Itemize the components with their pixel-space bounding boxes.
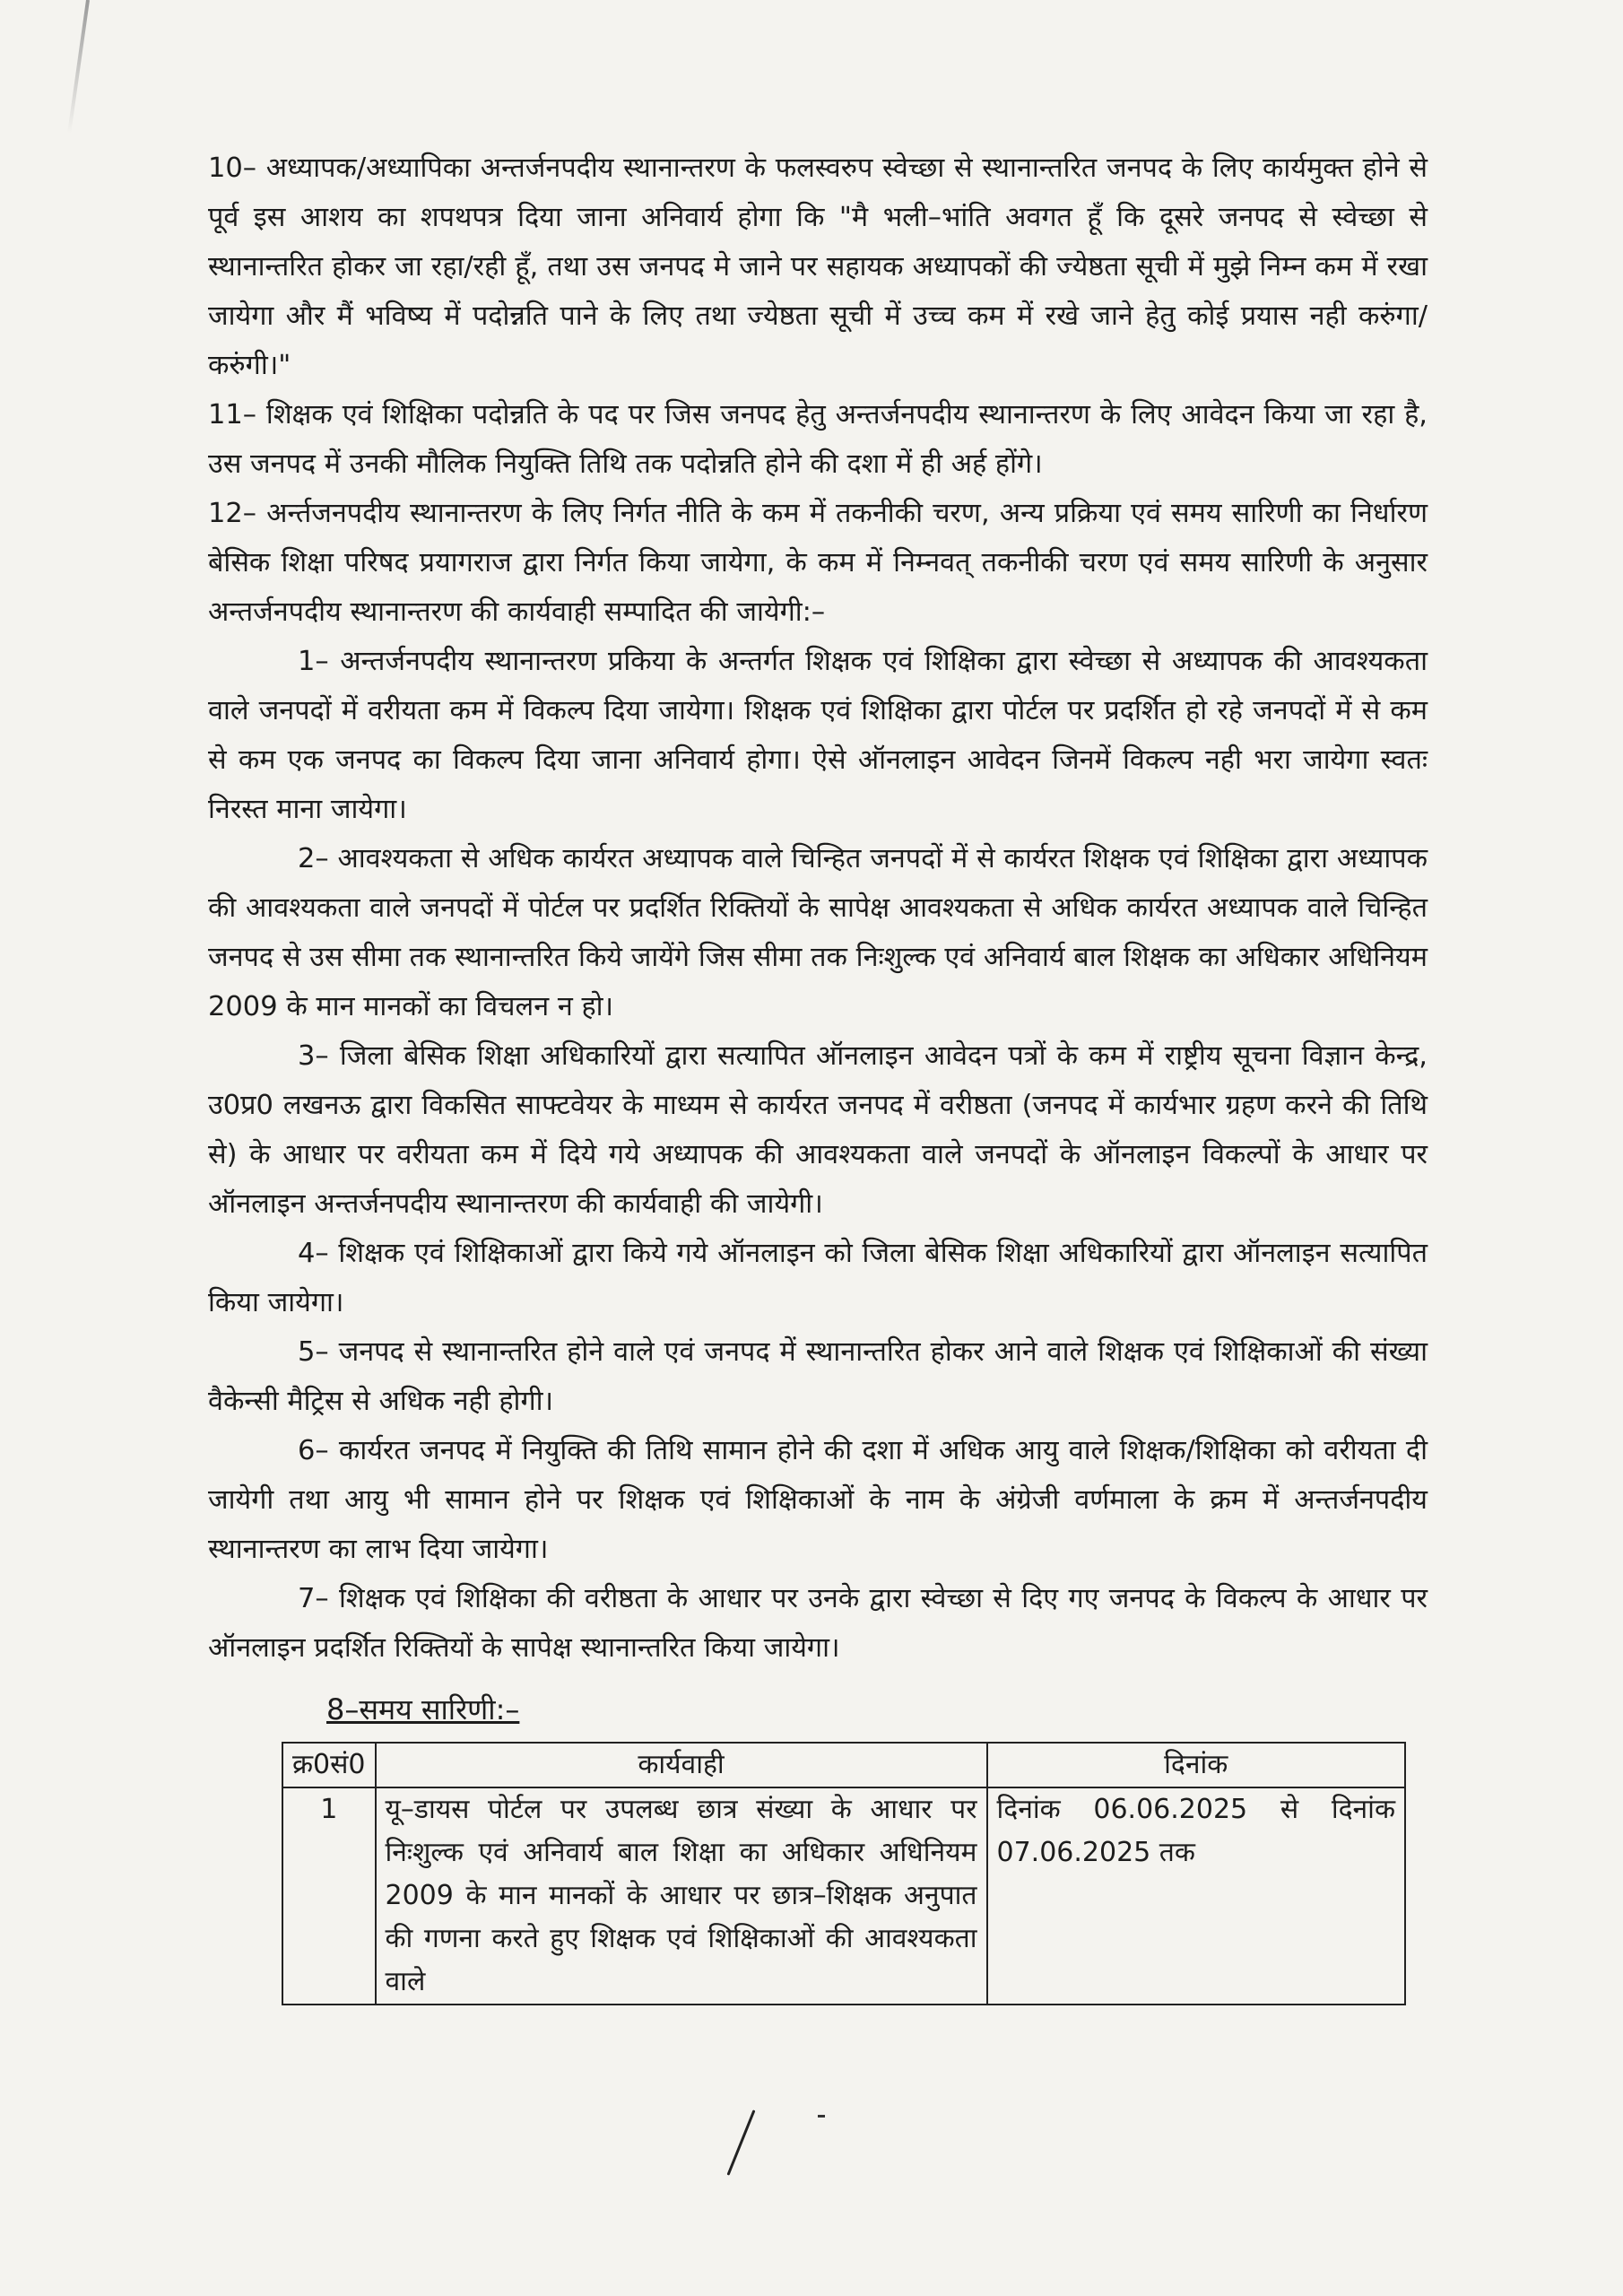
paragraph-10: 10– अध्यापक/अध्यापिका अन्तर्जनपदीय स्थानान्तरण के फलस्वरुप स्वेच्छा से स्थानान्तरित जनपद के लिए कार्यमुक्त होने से पूर्व इस आशय का शपथपत्र दिया जाना अनिवार्य होगा कि "मै भली–भांति अवगत हूँ कि दूसरे जनपद से स्वेच्छा से स्थानान्तरित होकर जा रहा/रही हूँ, तथा उस जनपद मे जाने पर सहायक अध्यापकों की ज्येष्ठता सूची में मुझे निम्न कम में रखा जायेगा और मैं भविष्य में पदोन्नति पाने के लिए तथा ज्येष्ठता सूची में उच्च कम में रखे जाने हेतु कोई प्रयास नही करुंगा/करुंगी।" — [208, 152, 1428, 381]
schedule-table — [282, 1742, 1406, 2005]
col-header-sno: क्र0सं0 — [282, 1743, 376, 1787]
col-header-action: कार्यवाही — [376, 1743, 987, 1787]
col-header-date: दिनांक — [987, 1743, 1406, 1787]
cell-date: दिनांक 06.06.2025 से दिनांक 07.06.2025 तक — [987, 1787, 1406, 2005]
subpoint-2: 2– आवश्यकता से अधिक कार्यरत अध्यापक वाले चिन्हित जनपदों में से कार्यरत शिक्षक एवं शिक्षिका द्वारा अध्यापक की आवश्यकता वाले जनपदों में पोर्टल पर प्रदर्शित रिक्तियों के सापेक्ष आवश्यकता से अधिक कार्यरत अध्यापक वाले चिन्हित जनपद से उस सीमा तक स्थानान्तरित किये जायेंगे जिस सीमा तक निःशुल्क एवं अनिवार्य बाल शिक्षक का अधिकार अधिनियम 2009 के मान मानकों का विचलन न हो। — [208, 843, 1428, 1022]
table-row — [282, 1787, 1405, 2005]
subpoint-1: 1– अन्तर्जनपदीय स्थानान्तरण प्रकिया के अन्तर्गत शिक्षक एवं शिक्षिका द्वारा स्वेच्छा से अध्यापक की आवश्यकता वाले जनपदों में वरीयता कम में विकल्प दिया जायेगा। शिक्षक एवं शिक्षिका द्वारा पोर्टल पर प्रदर्शित हो रहे जनपदों में से कम से कम एक जनपद का विकल्प दिया जाना अनिवार्य होगा। ऐसे ऑनलाइन आवेदन जिनमें विकल्प नही भरा जायेगा स्वतः निरस्त माना जायेगा। — [208, 646, 1428, 825]
table-header-row — [282, 1743, 1405, 1787]
subpoint-6: 6– कार्यरत जनपद में नियुक्ति की तिथि सामान होने की दशा में अधिक आयु वाले शिक्षक/शिक्षिका को वरीयता दी जायेगी तथा आयु भी सामान होने पर शिक्षक एवं शिक्षिकाओं के नाम के अंग्रेजी वर्णमाला के क्रम में अन्तर्जनपदीय स्थानान्तरण का लाभ दिया जायेगा। — [208, 1435, 1428, 1565]
page-dash-mark — [818, 2115, 825, 2118]
paragraph-11: 11– शिक्षक एवं शिक्षिका पदोन्नति के पद पर जिस जनपद हेतु अन्तर्जनपदीय स्थानान्तरण के लिए आवेदन किया जा रहा है, उस जनपद में उनकी मौलिक नियुक्ति तिथि तक पदोन्नति होने की दशा में ही अर्ह होंगे। — [208, 399, 1428, 480]
subpoint-5: 5– जनपद से स्थानान्तरित होने वाले एवं जनपद में स्थानान्तरित होकर आने वाले शिक्षक एवं शिक्षिकाओं की संख्या वैकेन्सी मैट्रिस से अधिक नही होगी। — [208, 1336, 1428, 1417]
cell-action: यू–डायस पोर्टल पर उपलब्ध छात्र संख्या के आधार पर निःशुल्क एवं अनिवार्य बाल शिक्षा का अधिकार अधिनियम 2009 के मान मानकों के आधार पर छात्र–शिक्षक अनुपात की गणना करते हुए शिक्षक एवं शिक्षिकाओं की आवश्यकता वाले — [376, 1787, 987, 2005]
schedule-heading: 8–समय सारिणी:– — [326, 1692, 520, 1726]
paragraph-12: 12– अर्न्तजनपदीय स्थानान्तरण के लिए निर्गत नीति के कम में तकनीकी चरण, अन्य प्रक्रिया एवं समय सारिणी का निर्धारण बेसिक शिक्षा परिषद प्रयागराज द्वारा निर्गत किया जायेगा, के कम में निम्नवत् तकनीकी चरण एवं समय सारिणी के अनुसार अन्तर्जनपदीय स्थानान्तरण की कार्यवाही सम्पादित की जायेगी:– — [208, 498, 1428, 628]
scan-edge-mark — [67, 0, 90, 134]
subpoint-7: 7– शिक्षक एवं शिक्षिका की वरीष्ठता के आधार पर उनके द्वारा स्वेच्छा से दिए गए जनपद के विकल्प के आधार पर ऑनलाइन प्रदर्शित रिक्तियों के सापेक्ष स्थानान्तरित किया जायेगा। — [208, 1583, 1428, 1664]
subpoint-3: 3– जिला बेसिक शिक्षा अधिकारियों द्वारा सत्यापित ऑनलाइन आवेदन पत्रों के कम में राष्ट्रीय सूचना विज्ञान केन्द्र, उ0प्र0 लखनऊ द्वारा विकसित साफ्टवेयर के माध्यम से कार्यरत जनपद में वरीष्ठता (जनपद में कार्यभार ग्रहण करने की तिथि से) के आधार पर वरीयता कम में दिये गये अध्यापक की आवश्यकता वाले जनपदों के ऑनलाइन विकल्पों के आधार पर ऑनलाइन अन्तर्जनपदीय स्थानान्तरण की कार्यवाही की जायेगी। — [208, 1040, 1428, 1220]
cell-sno: 1 — [282, 1787, 376, 2005]
document-body — [208, 144, 1428, 2005]
subpoint-4: 4– शिक्षक एवं शिक्षिकाओं द्वारा किये गये ऑनलाइन को जिला बेसिक शिक्षा अधिकारियों द्वारा ऑनलाइन सत्यापित किया जायेगा। — [208, 1238, 1428, 1318]
page-number-mark — [726, 2109, 755, 2175]
